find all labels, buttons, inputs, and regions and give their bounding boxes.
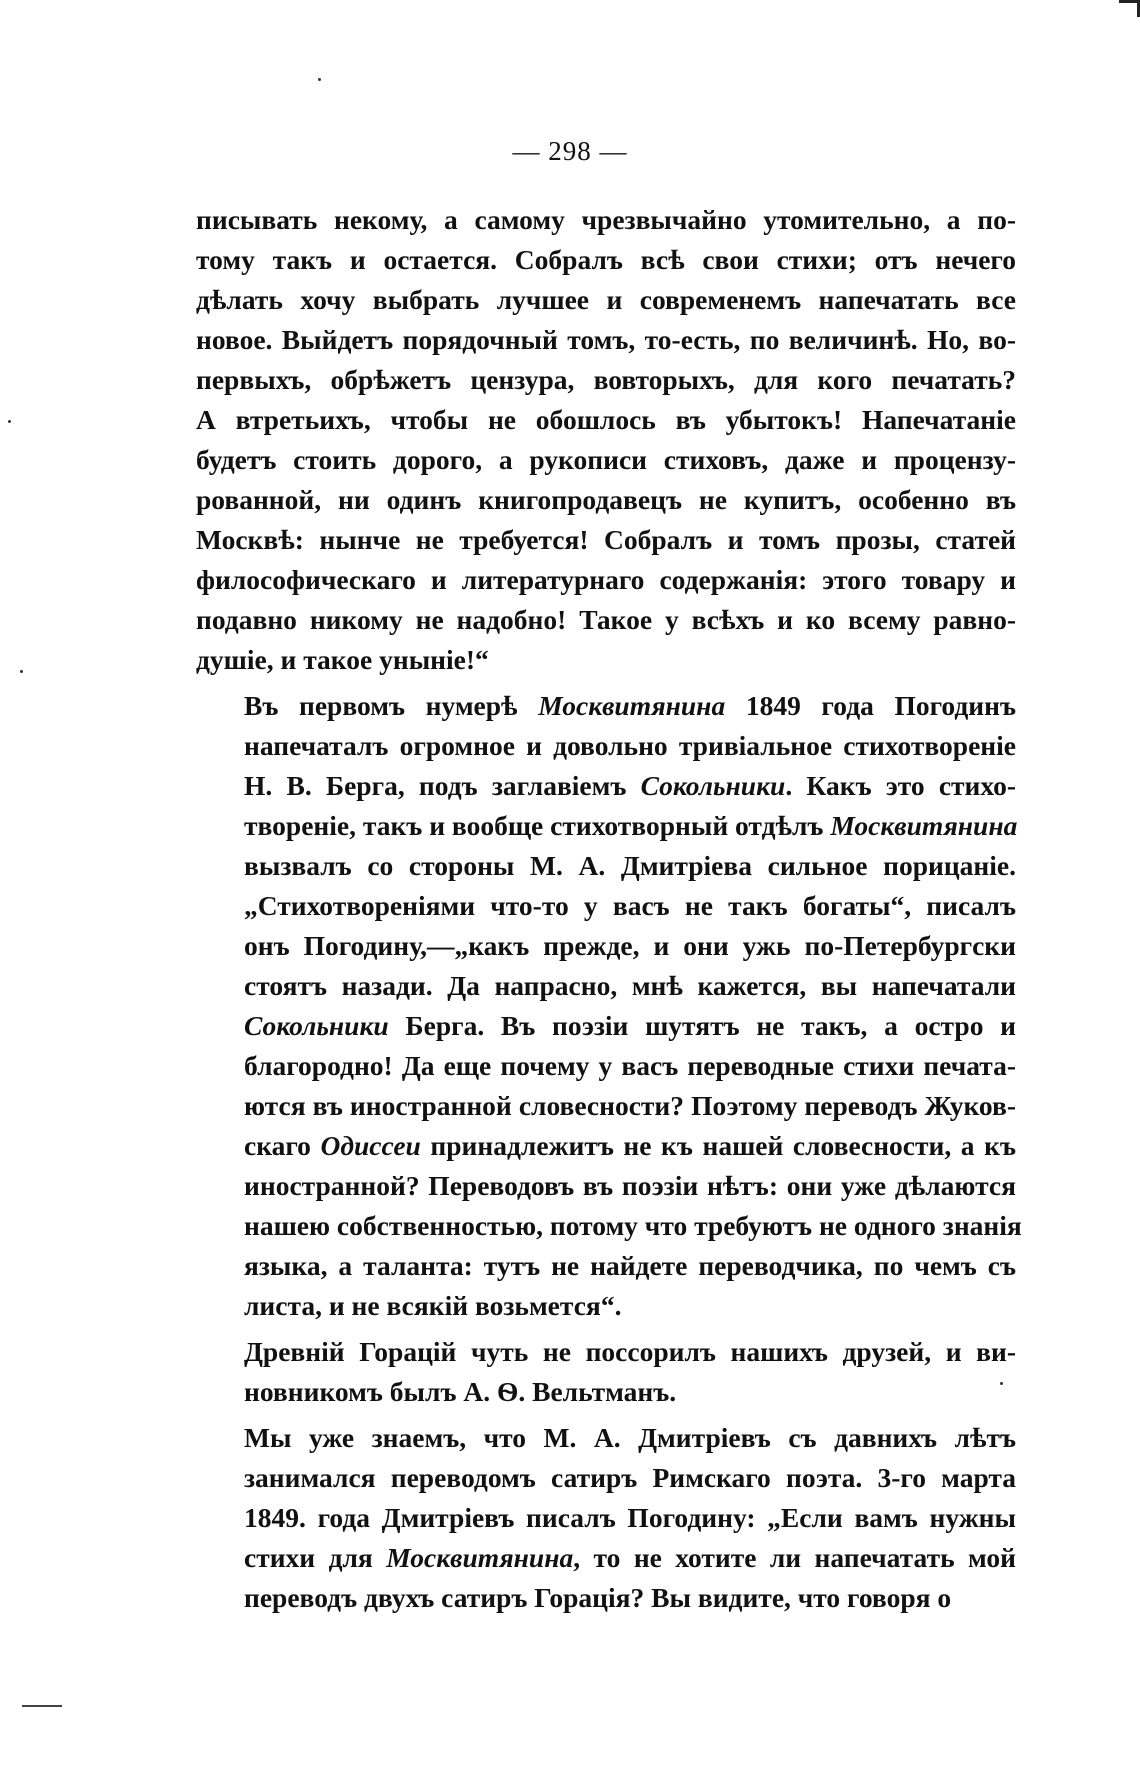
text-line: рованной, ни одинъ книгопродавецъ не купитъ, особенно въ <box>196 484 1016 515</box>
paragraph-3 <box>196 1332 1016 1412</box>
text-line: дѣлать хочу выбрать лучшее и современемъ напечатать все <box>196 284 1016 315</box>
text-line: листа, и не всякій возьмется“. <box>244 1290 622 1321</box>
text-line: Н. В. Берга, подъ заглавіемъ Сокольники. Какъ это стихо- <box>244 770 1017 801</box>
paragraph-1 <box>196 200 1016 680</box>
scan-edge-mark <box>22 1705 62 1707</box>
text-line: 1849. года Дмитріевъ писалъ Погодину: „Если вамъ нужны <box>244 1502 1016 1533</box>
italic-title: Москвитянина <box>538 690 726 721</box>
text-line: новникомъ былъ А. Ѳ. Вельтманъ. <box>244 1376 677 1407</box>
text-line: философическаго и литературнаго содержанія: этого товару и <box>196 564 1016 595</box>
text-line: онъ Погодину,—„какъ прежде, и они ужь по-Петербургски <box>244 930 1016 961</box>
text-line: первыхъ, обрѣжетъ цензура, вовторыхъ, для кого печатать? <box>196 364 1016 395</box>
text-line: языка, а таланта: тутъ не найдете переводчика, по чемъ съ <box>244 1250 1016 1281</box>
text-line: писывать некому, а самому чрезвычайно утомительно, а по- <box>196 204 1016 235</box>
text-line: ются въ иностранной словесности? Поэтому переводъ Жуков- <box>244 1090 1016 1121</box>
text-line: стихи для Москвитянина, то не хотите ли напечатать мой <box>244 1542 1016 1573</box>
text-line: скаго Одиссеи принадлежитъ не къ нашей словесности, а къ <box>244 1130 1016 1161</box>
italic-title: Одиссеи <box>320 1130 421 1161</box>
scan-speck <box>20 670 23 673</box>
text-line: будетъ стоить дорого, а рукописи стиховъ, даже и процензу- <box>196 444 1016 475</box>
text-line: „Стихотвореніями что-то у васъ не такъ богаты“, писалъ <box>244 890 1016 921</box>
text-line: подавно никому не надобно! Такое у всѣхъ и ко всему равно- <box>196 604 1016 635</box>
text-line: твореніе, такъ и вообще стихотворный отдѣлъ Москвитянина <box>244 810 1018 841</box>
text-line: тому такъ и остается. Собралъ всѣ свои стихи; отъ нечего <box>196 244 1016 275</box>
paragraph-2 <box>196 686 1022 1326</box>
text-line: вызвалъ со стороны М. А. Дмитріева сильное порицаніе. <box>244 850 1016 881</box>
text-line: Москвѣ: нынче не требуется! Собралъ и томъ прозы, статей <box>196 524 1016 555</box>
text-line: напечаталъ огромное и довольно тривіальное стихотвореніе <box>244 730 1016 761</box>
text-line: иностранной? Переводовъ въ поэзіи нѣтъ: они уже дѣлаются <box>244 1170 1016 1201</box>
text-line: Мы уже знаемъ, что М. А. Дмитріевъ съ давнихъ лѣтъ <box>244 1422 1016 1453</box>
italic-title: Сокольники <box>640 770 786 801</box>
italic-title: Сокольники <box>244 1010 389 1041</box>
text-line: А втретьихъ, чтобы не обошлось въ убытокъ! Напечатаніе <box>196 404 1016 435</box>
text-line: Въ первомъ нумерѣ Москвитянина 1849 года Погодинъ <box>244 690 1016 721</box>
italic-title: Москвитянина <box>830 810 1018 841</box>
text-line: переводъ двухъ сатиръ Горація? Вы видите, что говоря о <box>244 1582 952 1613</box>
text-line: новое. Выйдетъ порядочный томъ, то-есть, по величинѣ. Но, во- <box>196 324 1016 355</box>
page-number: — 298 — <box>512 136 628 166</box>
text-line: благородно! Да еще почему у васъ переводные стихи печата- <box>244 1050 1016 1081</box>
text-line: Сокольники Берга. Въ поэзіи шутятъ не такъ, а остро и <box>244 1010 1016 1041</box>
scan-corner-mark <box>1119 0 1140 17</box>
body-text <box>196 200 1022 1624</box>
scan-speck <box>318 78 321 81</box>
paragraph-4 <box>196 1418 1016 1618</box>
scan-speck <box>8 420 11 423</box>
italic-title: Москвитянина <box>386 1542 574 1573</box>
text-line: занимался переводомъ сатиръ Римскаго поэта. 3-го марта <box>244 1462 1016 1493</box>
text-line: стоятъ назади. Да напрасно, мнѣ кажется, вы напечатали <box>244 970 1016 1001</box>
text-line: нашею собственностью, потому что требуютъ не одного знанія <box>244 1210 1022 1241</box>
text-line: Древній Горацій чуть не поссорилъ нашихъ друзей, и ви- <box>244 1336 1016 1367</box>
text-line: душіе, и такое уныніе!“ <box>196 644 489 675</box>
